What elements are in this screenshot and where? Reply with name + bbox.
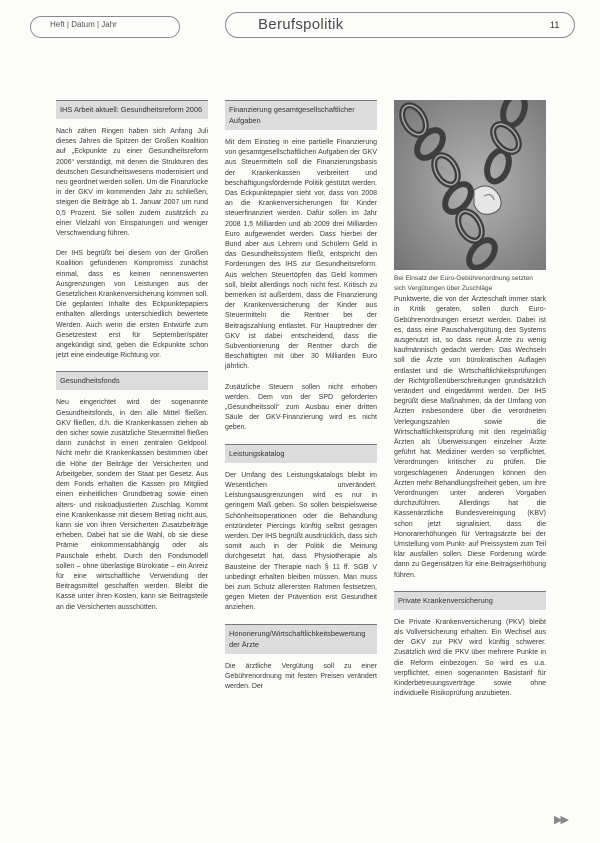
paragraph: Der IHS begrüßt bei diesem von der Großen Koalition gefundenen Kompromiss zunächst einmal, dass es keinen nennenswerten Ausgrenzungen von Leistungen aus der Gesetzlichen Krankenversicherung kommen soll. Die geplanten Inhalte des Eckpunktepapiers enthalten allerdings unterschiedlich bewertete Werden. Auch wenn die ersten Entwürfe zum Gesetzestext erst für September/später angekündigt sind, geben die Eckpunkte schon jetzt eine eindeutige Richtung vor. — [56, 250, 208, 360]
column-2 — [225, 100, 377, 702]
section-title: Berufspolitik — [258, 16, 344, 33]
issue-label: Heft | Datum | Jahr — [50, 20, 117, 29]
subheading-honorierung: Honorierung/Wirtschaftlichkeitsbewertung der Ärzte — [225, 624, 377, 654]
chain-photo — [394, 100, 546, 270]
photo-caption: Bei Einsatz der Euro-Gebührenordnung setzten sich Vergütungen über Zuschläge — [394, 275, 533, 292]
subheading-finanzierung: Finanzierung gesamtgesellschaftlicher Aufgaben — [225, 100, 377, 130]
page-number: 11 — [550, 20, 560, 30]
paragraph: Neu eingerichtet wird der sogenannte Gesundheitsfonds, in den alle Mittel fließen. GKV fließen, d.h. die Krankenkassen ziehen ab den sicher sowie zusätzliche Steuermittel fließen dann zunächst in einen zentralen Geldpool. Nicht mehr die Krankenkassen bestimmen über die Höhe der Beiträge der Versicherten und Arbeitgeber, sondern der Staat per Gesetz. Aus dem Fonds erhalten die Kassen pro Mitglied einen einheitlichen Grundbetrag sowie einen alters- und risikoadjustierten Zuschlag. Kommt eine Krankenkasse mit diesem Betrag nicht aus, kann sie von ihren Versicherten Zusatzbeiträge erheben. Dabei hat sie die Wahl, ob sie diese Prämie einkommensabhängig oder als Pauschale erhebt. Durch den Fondsmodell sollen – ohne überlastige Bürokratie – ein Anreiz für eine wirtschaftliche Verwendung der Beitragsmittel geschaffen werden. Bleibt die Kasse unter ihren Kosten, kann sie Beitragsteile an die Versicherten ausschütten. — [56, 399, 208, 611]
chain-image — [394, 100, 546, 270]
paragraph: Der Umfang des Leistungskatalogs bleibt im Wesentlichen unverändert. Leistungsausgrenzungen wird es nur in geringem Maß geben. So sollen beispielsweise Schönheitsoperationen oder die Behandlung entzündeter Piercings künftig selbst getragen werden. Der IHS begrüßt ausdrücklich, dass sich somit auch in der Politik die Meinung durchgesetzt hat, dass Physiotherapie als Bausteine der Therapie nach § 11 ff. SGB V unbedingt erhalten bleiben müssen. Man muss bei zum Schutz allerersten Rahmen festsetzen, gegen Mieten der Prävention erst Gesundheit anziehen. — [225, 471, 377, 612]
paragraph: Zusätzliche Steuern sollen nicht erhoben werden. Dem von der SPD geforderten „Gesundheitssoli“ zum Ausbau einer dritten Säule der GKV-Finanzierung wird es nicht geben. — [225, 383, 377, 432]
subheading-leistungskatalog: Leistungskatalog — [225, 444, 377, 463]
subheading-gesundheitsfonds: Gesundheitsfonds — [56, 371, 208, 390]
paragraph: Die ärztliche Vergütung soll zu einer Gebührenordnung mit festen Preisen verändert werden. Der — [225, 662, 377, 690]
double-triangle-right-icon[interactable]: ▶▶ — [554, 814, 567, 826]
page-header — [30, 6, 575, 40]
article-heading: IHS Arbeit aktuell: Gesundheitsreform 2006 — [56, 100, 208, 119]
column-1 — [56, 100, 208, 623]
paragraph: Mit dem Einstieg in eine partielle Finanzierung von gesamtgesellschaftlichen Aufgaben der GKV aus Steuermitteln soll die Finanzierungsbasis der Krankenkassen verbreitert und beschäftigungsfördernde Politik gestützt werden. Das Eckpunktepapier sieht vor, dass von 2008 an die Krankenversicherungen für Kinder steuerfinanziert werden. Dafür sollen im Jahr 2008 1,5 Milliarden und ab 2009 drei Milliarden Euro aufgewendet werden. Dass hierbei der Bund aber aus Lehrern und Schülern Geld in das Gesundheitssystem fließt, entspricht den Forderungen des IHS zur Gesundheitsreform. Aus welchen Steuertöpfen das Geld kommen soll, bleibt allerdings noch nicht fest. Kritisch zu bemerken ist außerdem, dass die Finanzierung der Krankenversicherung der Kinder aus Steuermitteln die Rentner bei der Beitragszahlung entlastet. Für Hauptredner der GKV ist dabei entscheidend, dass die Subventionierung der Rentner durch die Beschäftigten mit über 30 Milliarden Euro jährlich. — [225, 139, 377, 371]
column-3 — [394, 100, 546, 710]
paragraph: Die Private Krankenversicherung (PKV) bleibt als Vollversicherung erhalten. Ein Wechsel aus der GKV zur PKV wird künftig schwerer. Zusätzlich wird die PKV über mehrere Punkte in die Reform einbezogen. So wird es u.a. verpflichtet, einen sogenannten Basistarif für Kinderbetreuungsverträge sowie ohne individuelle Risikoprüfung anzubieten. — [394, 618, 546, 698]
paragraph: Punktwerte, die von der Ärzteschaft immer stark in Kritik geraten, sollen durch Euro-Gebührenordnungen ersetzt werden. Dabei ist es, dass eine Pauschalvergütung des Systems ausgenutzt ist, so dass neue Ärzte zu wenig kaufmännisch gedacht werden. Das Wechseln soll die Ärzte von bürokratischen Auflagen entlastet und die Wirtschaftlichkeitsprüfungen der Richtgrößenüberschreitungen grundsätzlich verändert und eingedämmt werden. Der IHS begrüßt diese Maßnahmen, da der Umfang von Ärzten insbesondere über die verordneten Verlegungszahlen sowie die Wirtschaftlichkeitsprüfung mit den regelmäßig Ärzten als Überweisungen einzelner Ärzte geführt hat. Mediziner werden so verpflichtet, Verordnungen kritischer zu prüfen. Die vorgeschlagenen Änderungen können den Ärzten mehr Behandlungsfreiheit geben, um ihre Verordnungen unter anderen Vorgaben durchzuführen. Allerdings hat die Kassenärztliche Bundesvereinigung (KBV) schon jetzt signalisiert, dass die Honorarerhöhungen für Vertragsärzte bei der Umstellung vom Punkt- auf Preissystem zum Teil klar ausfallen sollen. Diese Forderung würde dann zu Gegensätzen für eine Beitragserhöhung führen. — [394, 296, 546, 579]
subheading-private-kv: Private Krankenversicherung — [394, 591, 546, 610]
paragraph: Nach zähen Ringen haben sich Anfang Juli dieses Jahres die Spitzen der Großen Koalition auf „Eckpunkte zu einer Gesundheitsreform 2006“ verständigt, mit denen die Strukturen des deutschen Gesundheitswesens modernisiert und neu geordnet werden sollen. Um die Finanzlücke in der GKV im kommenden Jahr zu schließen, steigen die Beiträge ab 1. Januar 2007 um rund 0,5 Prozent. Sie sollen zudem zusätzlich zu einer Vielzahl von Einsparungen und weniger Verschwendung führen. — [56, 128, 208, 238]
